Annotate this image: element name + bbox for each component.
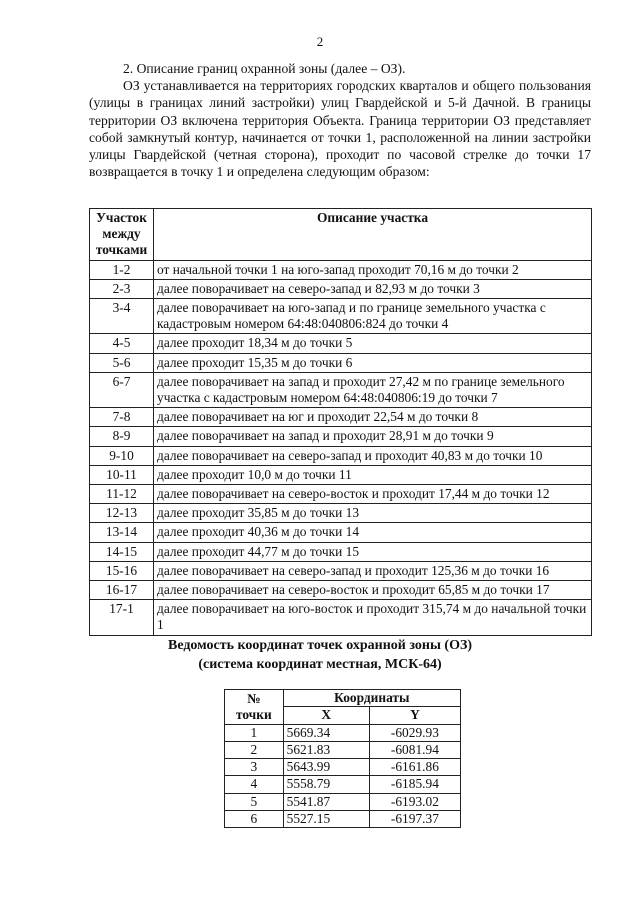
x-header: X <box>283 707 369 724</box>
segment-cell: 11-12 <box>90 485 154 504</box>
page-number: 2 <box>316 34 324 49</box>
y-cell: -6185.94 <box>369 776 460 793</box>
description-cell: далее поворачивает на северо-восток и проходит 65,85 м до точки 17 <box>154 581 592 600</box>
section-heading: 2. Описание границ охранной зоны (далее – ОЗ). <box>123 61 406 76</box>
point-number-cell: 3 <box>225 759 284 776</box>
description-cell: далее поворачивает на юг и проходит 22,54 м до точки 8 <box>154 408 592 427</box>
segment-cell: 1-2 <box>90 260 154 279</box>
section-row <box>90 581 592 600</box>
section-row <box>90 279 592 298</box>
coordinates-table <box>224 689 461 828</box>
section-row <box>90 523 592 542</box>
section-row <box>90 372 592 407</box>
point-number-cell: 5 <box>225 793 284 810</box>
segment-cell: 2-3 <box>90 279 154 298</box>
point-number-header: № точки <box>225 690 284 725</box>
description-cell: далее проходит 18,34 м до точки 5 <box>154 334 592 353</box>
coords-header-row <box>225 690 461 707</box>
section-paragraph: ОЗ устанавливается на территориях городских кварталов и общего пользования (улицы в границах линий застройки) улиц Гвардейской и 5-й Дачной. В границы территории ОЗ включена территория Объекта. Граница территории ОЗ представляет собой замкнутый контур, начинается от точки 1, расположенной на линии застройки улицы Гвардейской (четная сторона), проходит по часовой стрелке до точки 17 возвращается в точку 1 и определена следующим образом: <box>89 78 591 180</box>
x-cell: 5643.99 <box>283 759 369 776</box>
coordinate-row <box>225 741 461 758</box>
point-number-cell: 6 <box>225 811 284 828</box>
segment-header: Участок между точками <box>90 209 154 261</box>
y-cell: -6081.94 <box>369 741 460 758</box>
section-row <box>90 408 592 427</box>
intro-section <box>89 60 591 180</box>
segment-cell: 14-15 <box>90 542 154 561</box>
segment-cell: 7-8 <box>90 408 154 427</box>
y-cell: -6197.37 <box>369 811 460 828</box>
section-row <box>90 353 592 372</box>
coordinate-row <box>225 793 461 810</box>
boundary-sections-table <box>89 208 592 636</box>
segment-cell: 4-5 <box>90 334 154 353</box>
description-cell: далее поворачивает на северо-запад и проходит 40,83 м до точки 10 <box>154 446 592 465</box>
description-cell: далее поворачивает на юго-запад и по границе земельного участка с кадастровым номером 64:48:040806:824 до точки 4 <box>154 299 592 334</box>
segment-cell: 10-11 <box>90 465 154 484</box>
segment-cell: 16-17 <box>90 581 154 600</box>
section-row <box>90 446 592 465</box>
y-cell: -6161.86 <box>369 759 460 776</box>
point-number-cell: 1 <box>225 724 284 741</box>
segment-cell: 15-16 <box>90 561 154 580</box>
section-row <box>90 561 592 580</box>
description-header: Описание участка <box>154 209 592 261</box>
coordinates-header: Координаты <box>283 690 460 707</box>
section-row <box>90 504 592 523</box>
coordinates-title-line1: Ведомость координат точек охранной зоны (ОЗ) <box>167 638 473 653</box>
description-cell: далее проходит 35,85 м до точки 13 <box>154 504 592 523</box>
segment-cell: 5-6 <box>90 353 154 372</box>
point-number-cell: 2 <box>225 741 284 758</box>
coordinate-row <box>225 811 461 828</box>
segment-cell: 17-1 <box>90 600 154 635</box>
x-cell: 5621.83 <box>283 741 369 758</box>
section-row <box>90 260 592 279</box>
section-row <box>90 600 592 635</box>
coordinates-title <box>0 636 640 674</box>
coordinate-row <box>225 776 461 793</box>
y-cell: -6193.02 <box>369 793 460 810</box>
segment-cell: 12-13 <box>90 504 154 523</box>
coordinate-row <box>225 759 461 776</box>
description-cell: далее поворачивает на запад и проходит 27,42 м по границе земельного участка с кадастровым номером 64:48:040806:19 до точки 7 <box>154 372 592 407</box>
segment-cell: 13-14 <box>90 523 154 542</box>
description-cell: далее поворачивает на северо-восток и проходит 17,44 м до точки 12 <box>154 485 592 504</box>
section-row <box>90 299 592 334</box>
description-cell: от начальной точки 1 на юго-запад проходит 70,16 м до точки 2 <box>154 260 592 279</box>
x-cell: 5669.34 <box>283 724 369 741</box>
description-cell: далее поворачивает на юго-восток и проходит 315,74 м до начальной точки 1 <box>154 600 592 635</box>
segment-cell: 6-7 <box>90 372 154 407</box>
description-cell: далее поворачивает на северо-запад и проходит 125,36 м до точки 16 <box>154 561 592 580</box>
sections-header-row <box>90 209 592 261</box>
description-cell: далее проходит 15,35 м до точки 6 <box>154 353 592 372</box>
section-row <box>90 485 592 504</box>
description-cell: далее поворачивает на северо-запад и 82,93 м до точки 3 <box>154 279 592 298</box>
section-row <box>90 542 592 561</box>
coordinates-title-line2: (система координат местная, МСК-64) <box>198 657 442 672</box>
description-cell: далее проходит 40,36 м до точки 14 <box>154 523 592 542</box>
x-cell: 5541.87 <box>283 793 369 810</box>
description-cell: далее проходит 10,0 м до точки 11 <box>154 465 592 484</box>
segment-cell: 9-10 <box>90 446 154 465</box>
segment-cell: 8-9 <box>90 427 154 446</box>
y-cell: -6029.93 <box>369 724 460 741</box>
description-cell: далее поворачивает на запад и проходит 28,91 м до точки 9 <box>154 427 592 446</box>
y-header: Y <box>369 707 460 724</box>
description-cell: далее проходит 44,77 м до точки 15 <box>154 542 592 561</box>
section-row <box>90 334 592 353</box>
coordinate-row <box>225 724 461 741</box>
segment-cell: 3-4 <box>90 299 154 334</box>
point-number-cell: 4 <box>225 776 284 793</box>
section-row <box>90 465 592 484</box>
section-row <box>90 427 592 446</box>
x-cell: 5527.15 <box>283 811 369 828</box>
x-cell: 5558.79 <box>283 776 369 793</box>
